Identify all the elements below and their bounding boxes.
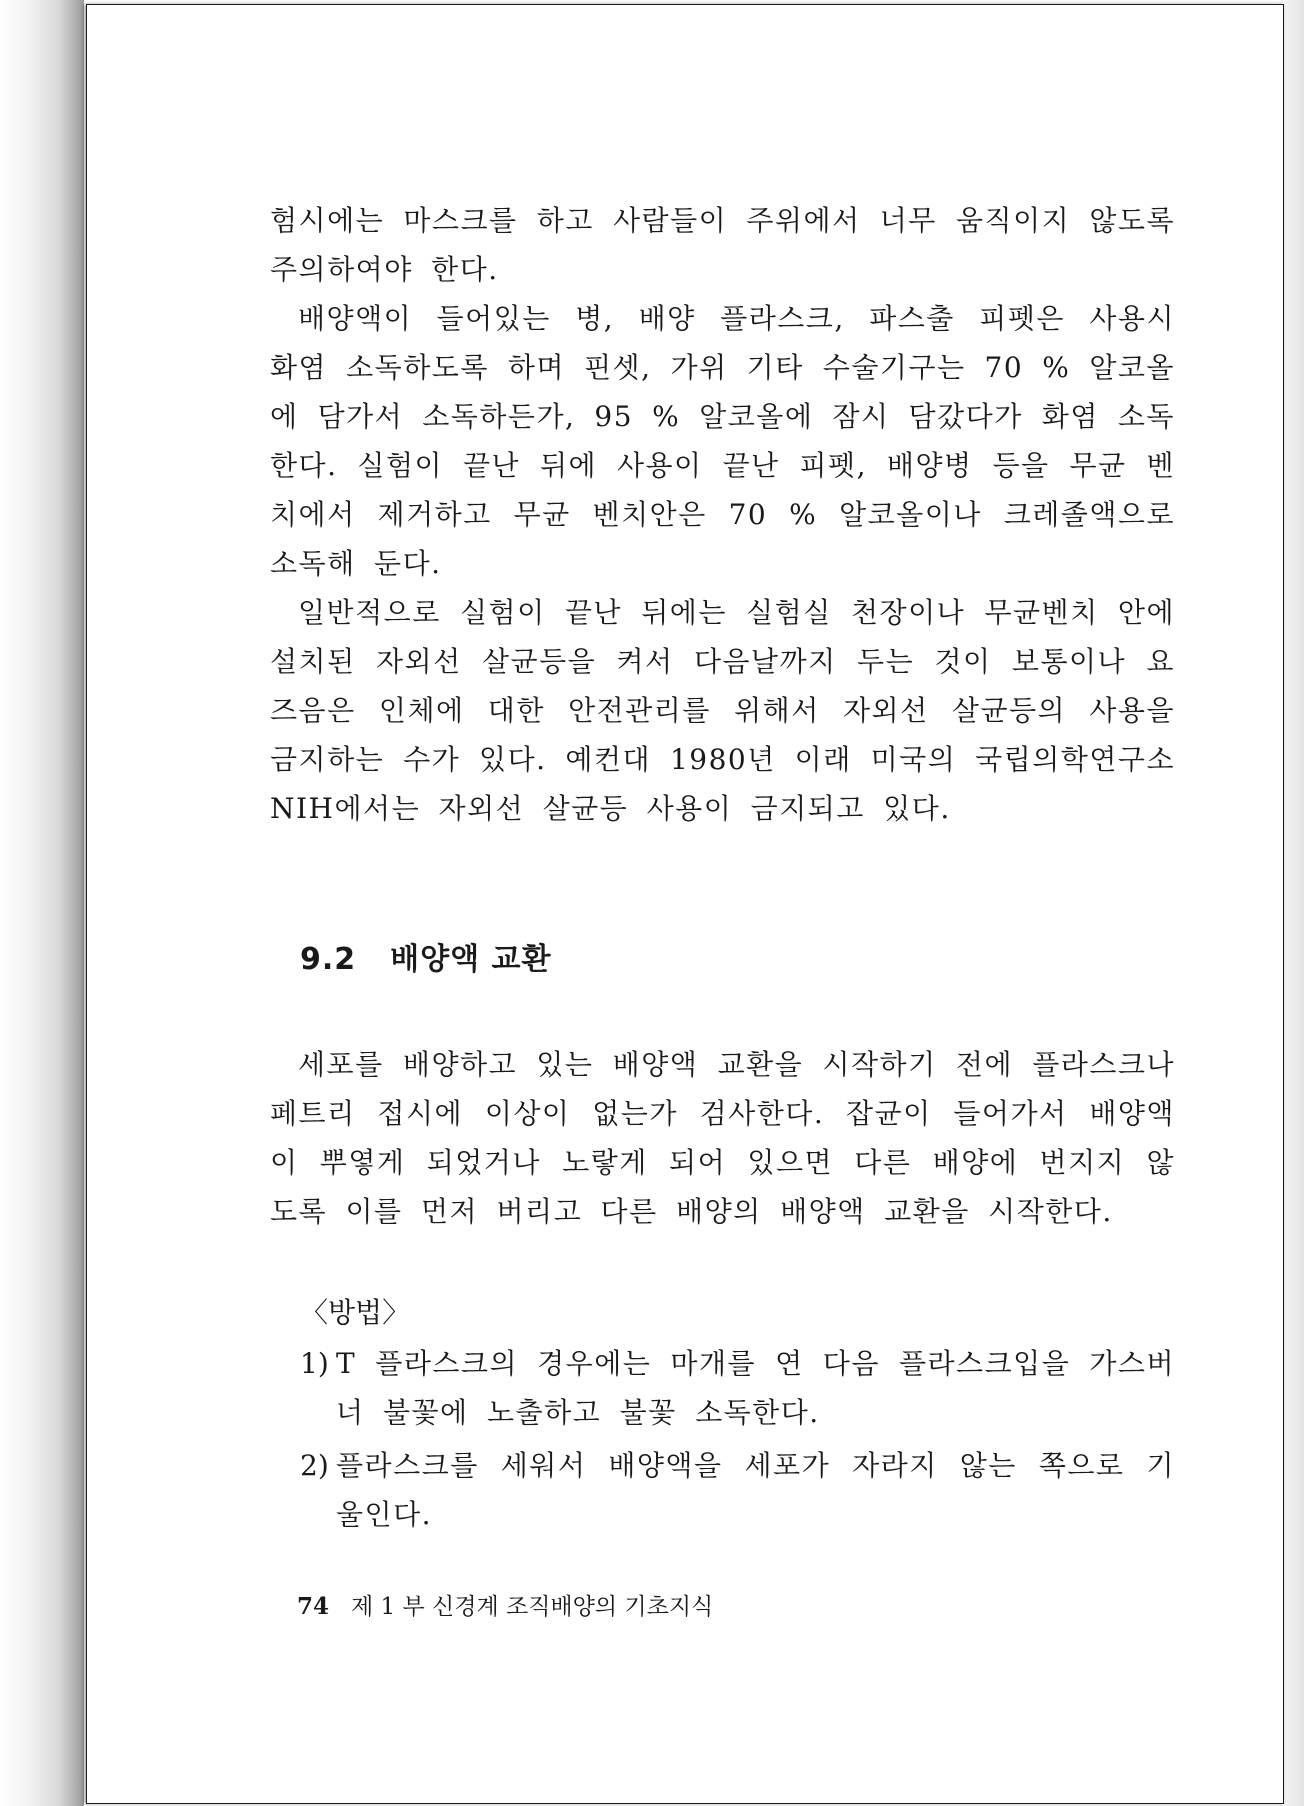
paragraph-sterilization: 배양액이 들어있는 병, 배양 플라스크, 파스출 피펫은 사용시 화염 소독하도록 하며 핀셋, 가위 기타 수술기구는 70 % 알코올에 담가서 소독하든가, 95 % 알코올에 잠시 담갔다가 화염 소독한다. 실험이 끝난 뒤에 사용이 끝난 피펫, 배양병 등을 무균 벤치에서 제거하고 무균 벤치안은 70 % 알코올이나 크레졸액으로 소독해 둔다.	[270, 302, 1175, 580]
continuation-paragraph: 험시에는 마스크를 하고 사람들이 주위에서 너무 움직이지 않도록 주의하여야 한다.	[270, 204, 1175, 286]
method-steps	[300, 1339, 1175, 1543]
paragraph-uv-lamp: 일반적으로 실험이 끝난 뒤에는 실험실 천장이나 무균벤치 안에 설치된 자외선 살균등을 켜서 다음날까지 두는 것이 보통이나 요즈음은 인체에 대한 안전관리를 위해서 자외선 살균등의 사용을 금지하는 수가 있다. 예컨대 1980년 이래 미국의 국립의학연구소 NIH에서는 자외선 살균등 사용이 금지되고 있다.	[270, 596, 1175, 825]
section-body	[270, 1040, 1175, 1236]
body-text	[270, 196, 1175, 833]
step-text: 플라스크를 세워서 배양액을 세포가 자라지 않는 쪽으로 기울인다.	[336, 1449, 1175, 1531]
page-edge-shadow	[0, 0, 84, 1806]
method-step-1	[300, 1339, 1175, 1437]
section-title: 배양액 교환	[390, 942, 552, 977]
section-heading	[300, 940, 552, 980]
method-step-2	[300, 1441, 1175, 1539]
step-number: 2)	[300, 1449, 329, 1482]
step-number: 1)	[300, 1347, 329, 1380]
section-paragraph: 세포를 배양하고 있는 배양액 교환을 시작하기 전에 플라스크나 페트리 접시에 이상이 없는가 검사한다. 잡균이 들어가서 배양액이 뿌옇게 되었거나 노랗게 되어 있으면 다른 배양에 번지지 않도록 이를 먼저 버리고 다른 배양의 배양액 교환을 시작한다.	[270, 1048, 1175, 1228]
section-number: 9.2	[300, 942, 357, 977]
page-number: 74	[297, 1593, 330, 1620]
step-text: T 플라스크의 경우에는 마개를 연 다음 플라스크입을 가스버너 불꽃에 노출하고 불꽃 소독한다.	[336, 1347, 1175, 1429]
method-label: 〈방법〉	[300, 1296, 411, 1329]
page-footer	[297, 1591, 713, 1623]
running-title: 제 1 부 신경계 조직배양의 기초지식	[351, 1594, 714, 1620]
